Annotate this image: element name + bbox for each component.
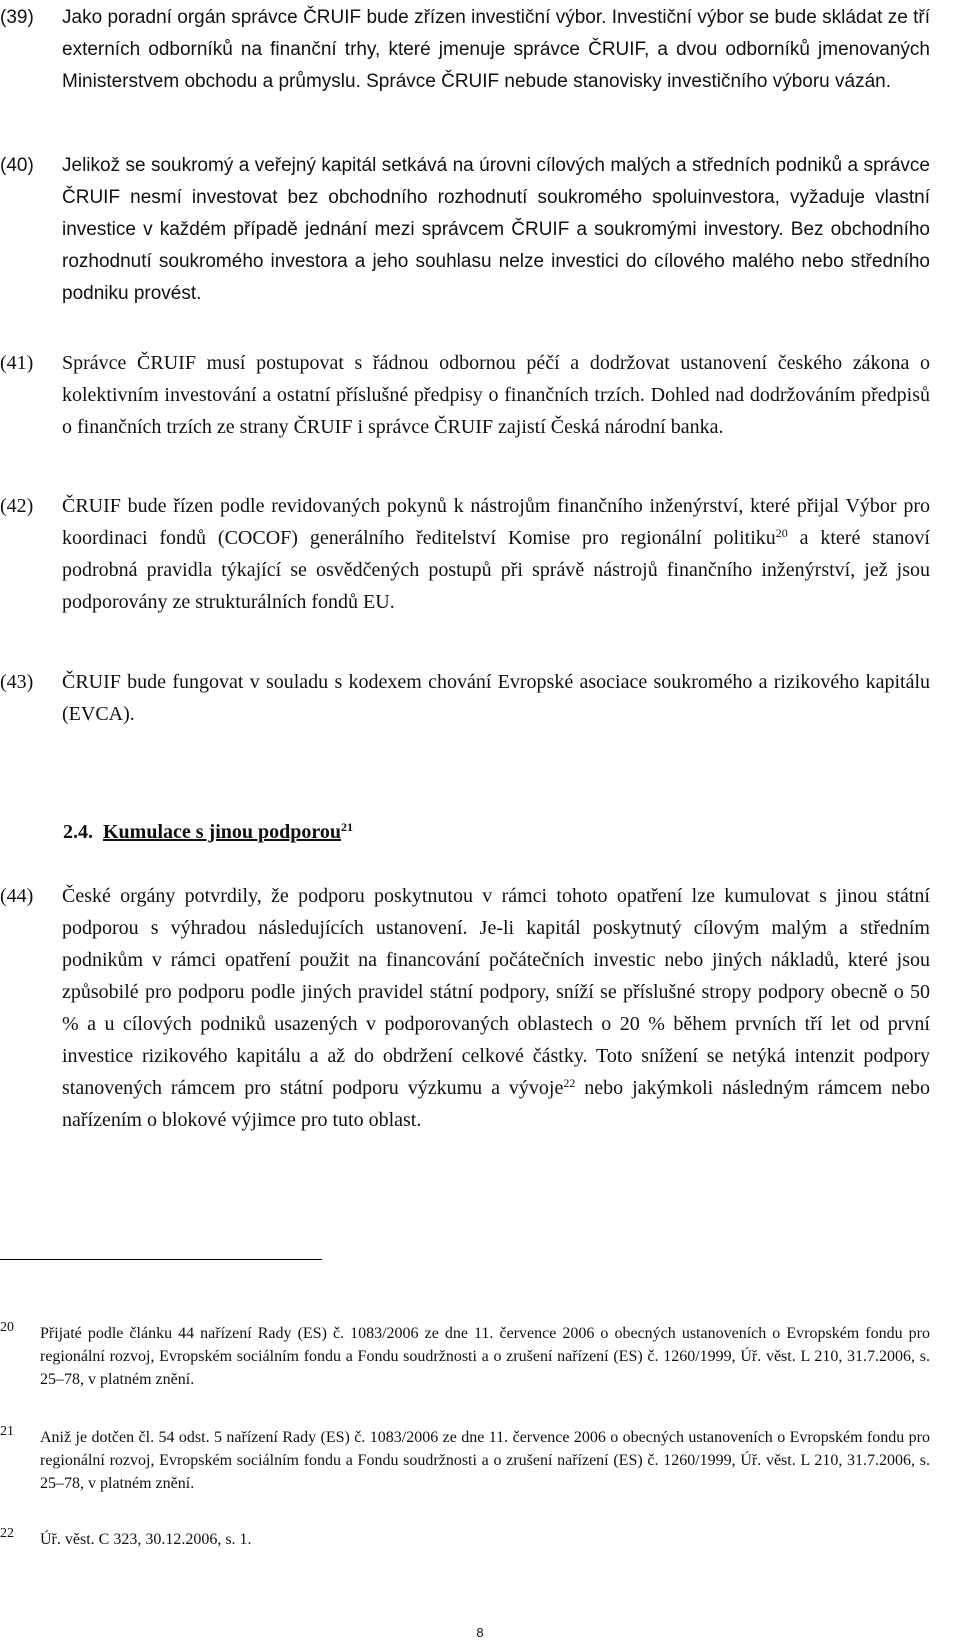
footnote-text: Aniž je dotčen čl. 54 odst. 5 nařízení Rady (ES) č. 1083/2006 ze dne 11. července 2006 o obecných ustanoveních o Evropském fondu pro regionální rozvoj, Evropském sociálním fondu a Fondu soudržnosti a o zrušení nařízení (ES) č. 1260/1999, Úř. věst. L 210, 31.7.2006, s. 25–78, v platném znění. (40, 1429, 930, 1492)
paragraph-number: (40) (0, 155, 34, 176)
page-number: 8 (476, 1625, 484, 1640)
paragraph-text-part: České orgány potvrdily, že podporu poskytnutou v rámci tohoto opatření lze kumulovat s jinou státní podporou s výhradou následujících ustanovení. Je-li kapitál poskytnutý cílovým malým a středním podnikům v rámci opatření použit na financování počátečních investic nebo jiných nákladů, které jsou způsobilé pro podporu podle jiných pravidel státní podpory, sníží se příslušné stropy podpory obecně o 50 % a u cílových podniků usazených v podporovaných oblastech o 20 % během prvních tří let od první investice rizikového kapitálu a až do obdržení celkové částky. Toto snížení se netýká intenzit podpory stanovených rámcem pro státní podporu výzkumu a vývoje (62, 885, 930, 1099)
footnote-22 (0, 1528, 930, 1551)
section-title: Kumulace s jinou podporou (103, 821, 342, 843)
paragraph-41 (0, 347, 930, 443)
paragraph-text: ČRUIF bude fungovat v souladu s kodexem chování Evropské asociace soukromého a rizikového kapitálu (EVCA). (62, 671, 930, 725)
footnote-number: 22 (0, 1526, 14, 1541)
footnote-reference[interactable]: 21 (341, 820, 354, 834)
footnote-21 (0, 1426, 930, 1495)
footnote-20 (0, 1322, 930, 1391)
footnote-reference[interactable]: 22 (563, 1076, 576, 1090)
footnote-reference[interactable]: 20 (775, 526, 788, 540)
paragraph-number: (42) (0, 495, 34, 517)
paragraph-text (62, 880, 930, 1136)
section-number: 2.4. (63, 821, 93, 843)
paragraph-text-part: a které stanoví podrobná pravidla týkající se osvědčených postupů při správě nástrojů finančního inženýrství, jež jsou podporovány ze strukturálních fondů EU. (62, 527, 930, 613)
footnote-number: 20 (0, 1320, 14, 1335)
footnote-separator (0, 1259, 322, 1260)
paragraph-number: (39) (0, 7, 34, 28)
paragraph-44 (0, 880, 930, 1136)
footnote-text: Přijaté podle článku 44 nařízení Rady (ES) č. 1083/2006 ze dne 11. července 2006 o obecných ustanoveních o Evropském fondu pro regionální rozvoj, Evropském sociálním fondu a Fondu soudržnosti a o zrušení nařízení (ES) č. 1260/1999, Úř. věst. L 210, 31.7.2006, s. 25–78, v platném znění. (40, 1325, 930, 1388)
paragraph-number: (43) (0, 671, 34, 693)
footnote-text: Úř. věst. C 323, 30.12.2006, s. 1. (40, 1531, 252, 1548)
paragraph-42 (0, 490, 930, 618)
paragraph-39 (0, 2, 930, 98)
paragraph-number: (41) (0, 352, 34, 374)
paragraph-text (62, 490, 930, 618)
paragraph-text-part: ČRUIF bude řízen podle revidovaných pokynů k nástrojům finančního inženýrství, které přijal Výbor pro koordinaci fondů (COCOF) generálního ředitelství Komise pro regionální politiku (62, 495, 930, 549)
paragraph-40 (0, 150, 930, 310)
paragraph-text-part: nebo jakýmkoli následným rámcem nebo nařízením o blokové výjimce pro tuto oblast. (62, 1077, 930, 1131)
paragraph-text: Jelikož se soukromý a veřejný kapitál setkává na úrovni cílových malých a středních podniků a správce ČRUIF nesmí investovat bez obchodního rozhodnutí soukromého spoluinvestora, vyžaduje vlastní investice v každém případě jednání mezi správcem ČRUIF a soukromými investory. Bez obchodního rozhodnutí soukromého investora a jeho souhlasu nelze investici do cílového malého nebo středního podniku provést. (62, 155, 930, 304)
paragraph-43 (0, 666, 930, 730)
paragraph-number: (44) (0, 885, 34, 907)
paragraph-text: Jako poradní orgán správce ČRUIF bude zřízen investiční výbor. Investiční výbor se bude skládat ze tří externích odborníků na finanční trhy, které jmenuje správce ČRUIF, a dvou odborníků jmenovaných Ministerstvem obchodu a průmyslu. Správce ČRUIF nebude stanovisky investičního výboru vázán. (62, 7, 930, 92)
section-heading (63, 816, 353, 848)
footnote-number: 21 (0, 1424, 14, 1439)
paragraph-text: Správce ČRUIF musí postupovat s řádnou odbornou péčí a dodržovat ustanovení českého zákona o kolektivním investování a ostatní příslušné předpisy o finančních trzích. Dohled nad dodržováním předpisů o finančních trzích ze strany ČRUIF i správce ČRUIF zajistí Česká národní banka. (62, 352, 930, 438)
